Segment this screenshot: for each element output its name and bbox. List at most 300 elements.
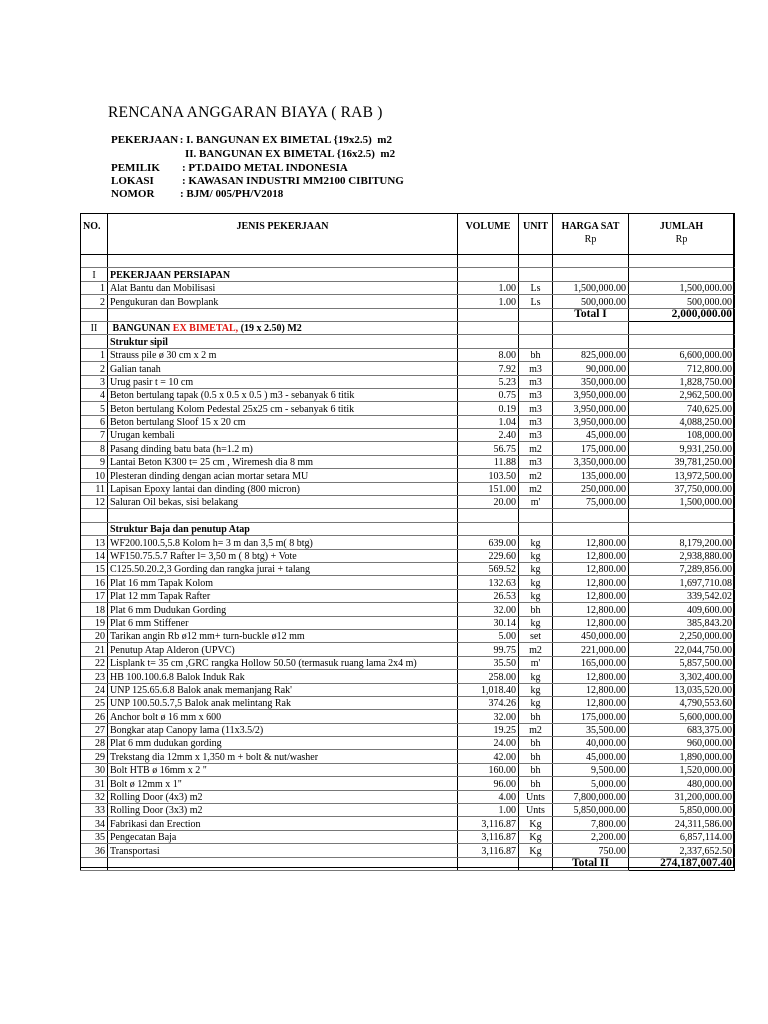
cell-no: 33 — [81, 804, 108, 817]
header-jumlah-label: JUMLAH — [659, 221, 704, 232]
cell-no: 34 — [81, 817, 108, 830]
cell-volume: 0.75 — [458, 388, 519, 401]
cell-jenis: WF150.75.5.7 Rafter l= 3,50 m ( 8 btg) + Vote — [108, 549, 458, 562]
cell-unit: set — [519, 629, 553, 642]
table-row — [81, 603, 735, 616]
cell-jumlah: 39,781,250.00 — [629, 455, 735, 468]
cell-no: 22 — [81, 656, 108, 669]
cell-jenis: Lapisan Epoxy lantai dan dinding (800 micron) — [108, 482, 458, 495]
cell-no: 12 — [81, 496, 108, 509]
cell-volume: 639.00 — [458, 536, 519, 549]
cell-volume: 0.19 — [458, 402, 519, 415]
cell-jenis: Urug pasir t = 10 cm — [108, 375, 458, 388]
cell-jumlah: 13,972,500.00 — [629, 469, 735, 482]
cell-jenis: Rolling Door (3x3) m2 — [108, 804, 458, 817]
cell-volume: 42.00 — [458, 750, 519, 763]
cell-jumlah: 13,035,520.00 — [629, 683, 735, 696]
cell-unit: kg — [519, 683, 553, 696]
table-row — [81, 683, 735, 696]
table-row — [81, 817, 735, 830]
header-harga — [553, 214, 629, 255]
cell-unit: bh — [519, 750, 553, 763]
cell-harga: 12,800.00 — [553, 603, 629, 616]
cell-volume: 35.50 — [458, 656, 519, 669]
cell-jenis: Lantai Beton K300 t= 25 cm , Wiremesh dia 8 mm — [108, 455, 458, 468]
table-row — [81, 790, 735, 803]
pekerjaan-value-2: II. BANGUNAN EX BIMETAL {16x2.5) m2 — [185, 148, 396, 160]
cell-volume: 32.00 — [458, 603, 519, 616]
cell-volume: 5.23 — [458, 375, 519, 388]
total-amount: 2,000,000.00 — [629, 308, 735, 321]
cell-volume: 3,116.87 — [458, 830, 519, 843]
cell-harga: 75,000.00 — [553, 496, 629, 509]
cell-jumlah: 3,302,400.00 — [629, 670, 735, 683]
cell-volume: 19.25 — [458, 723, 519, 736]
cell-volume: 56.75 — [458, 442, 519, 455]
cell-jumlah: 2,337,652.50 — [629, 844, 735, 857]
cell-unit: bh — [519, 348, 553, 361]
cell-jumlah: 2,250,000.00 — [629, 629, 735, 642]
cell-harga: 45,000.00 — [553, 429, 629, 442]
cell-harga: 45,000.00 — [553, 750, 629, 763]
header-harga-label: HARGA SAT — [561, 221, 620, 232]
cell-jenis: Saluran Oil bekas, sisi belakang — [108, 496, 458, 509]
pekerjaan-value-1: : I. BANGUNAN EX BIMETAL {19x2.5) m2 — [179, 134, 392, 146]
table-row — [81, 402, 735, 415]
cell-unit: bh — [519, 777, 553, 790]
cell-no: 29 — [81, 750, 108, 763]
cell-jumlah: 683,375.00 — [629, 723, 735, 736]
cell-jenis: Galian tanah — [108, 362, 458, 375]
spacer-row — [81, 255, 735, 268]
cell-no: 21 — [81, 643, 108, 656]
cell-no: 19 — [81, 616, 108, 629]
cell-unit: m3 — [519, 362, 553, 375]
cell-jenis: Anchor bolt ø 16 mm x 600 — [108, 710, 458, 723]
cell-jenis: Bongkar atap Canopy lama (11x3.5/2) — [108, 723, 458, 736]
cell-unit: kg — [519, 549, 553, 562]
table-row — [81, 763, 735, 776]
cell-jenis: Urugan kembali — [108, 429, 458, 442]
total1-block — [81, 308, 735, 348]
cell-jenis: Plat 12 mm Tapak Rafter — [108, 589, 458, 602]
table-row — [81, 723, 735, 736]
cell-no: 8 — [81, 442, 108, 455]
pekerjaan-line-1 — [111, 134, 392, 146]
cell-unit: m3 — [519, 429, 553, 442]
cell-unit: m2 — [519, 442, 553, 455]
cell-unit: m3 — [519, 455, 553, 468]
pemilik-label: PEMILIK — [111, 162, 160, 174]
cell-jumlah: 480,000.00 — [629, 777, 735, 790]
subsection-row-sipil — [81, 335, 735, 348]
cell-no: 16 — [81, 576, 108, 589]
section-title-red: EX BIMETAL, — [172, 323, 239, 335]
cell-harga: 750.00 — [553, 844, 629, 857]
lokasi-value: : KAWASAN INDUSTRI MM2100 CIBITUNG — [182, 175, 404, 187]
cell-jenis: Bolt ø 12mm x 1" — [108, 777, 458, 790]
header-jumlah — [629, 214, 735, 255]
table-row — [81, 388, 735, 401]
cell-no: 13 — [81, 536, 108, 549]
table-body — [81, 255, 735, 282]
rab-table — [80, 213, 735, 871]
cell-volume: 1.00 — [458, 295, 519, 308]
cell-volume: 11.88 — [458, 455, 519, 468]
subsection-row-baja — [81, 522, 735, 535]
cell-volume: 20.00 — [458, 496, 519, 509]
section-row-1 — [81, 268, 735, 281]
cell-no: 31 — [81, 777, 108, 790]
cell-unit: kg — [519, 670, 553, 683]
cell-volume: 5.00 — [458, 629, 519, 642]
cell-jenis: Beton bertulang Sloof 15 x 20 cm — [108, 415, 458, 428]
cell-unit: kg — [519, 616, 553, 629]
cell-no: 9 — [81, 455, 108, 468]
cell-harga: 12,800.00 — [553, 670, 629, 683]
header-jumlah-sub: Rp — [675, 234, 688, 245]
table-row — [81, 777, 735, 790]
cell-jenis: WF200.100.5,5.8 Kolom h= 3 m dan 3,5 m( 8 btg) — [108, 536, 458, 549]
total-row-2 — [81, 857, 735, 870]
cell-harga: 40,000.00 — [553, 737, 629, 750]
table-row — [81, 710, 735, 723]
cell-jumlah: 9,931,250.00 — [629, 442, 735, 455]
header-harga-sub: Rp — [584, 234, 597, 245]
cell-volume: 103.50 — [458, 469, 519, 482]
cell-jenis: Beton bertulang tapak (0.5 x 0.5 x 0.5 ) m3 - sebanyak 6 titik — [108, 388, 458, 401]
table-row — [81, 348, 735, 361]
cell-no: 28 — [81, 737, 108, 750]
cell-volume: 3,116.87 — [458, 844, 519, 857]
cell-jumlah: 31,200,000.00 — [629, 790, 735, 803]
cell-jenis: Penutup Atap Alderon (UPVC) — [108, 643, 458, 656]
cell-volume: 258.00 — [458, 670, 519, 683]
cell-unit: Unts — [519, 790, 553, 803]
cell-no: 27 — [81, 723, 108, 736]
cell-jumlah: 1,697,710.08 — [629, 576, 735, 589]
table-row — [81, 656, 735, 669]
header-jenis: JENIS PEKERJAAN — [108, 214, 458, 255]
cell-jenis: UNP 125.65.6.8 Balok anak memanjang Rak' — [108, 683, 458, 696]
cell-harga: 250,000.00 — [553, 482, 629, 495]
nomor-value: : BJM/ 005/PH/V2018 — [180, 188, 284, 200]
cell-harga: 12,800.00 — [553, 576, 629, 589]
section1-rows — [81, 281, 735, 308]
cell-jumlah: 4,790,553.60 — [629, 696, 735, 709]
cell-unit: Kg — [519, 844, 553, 857]
section-title — [108, 321, 458, 334]
cell-jumlah: 500,000.00 — [629, 295, 735, 308]
cell-harga: 3,950,000.00 — [553, 388, 629, 401]
cell-volume: 4.00 — [458, 790, 519, 803]
cell-jumlah: 22,044,750.00 — [629, 643, 735, 656]
cell-no: 15 — [81, 562, 108, 575]
cell-unit: Unts — [519, 804, 553, 817]
total2-block — [81, 857, 735, 870]
cell-jumlah: 2,962,500.00 — [629, 388, 735, 401]
section-no: II — [81, 321, 108, 334]
lokasi-line — [111, 175, 404, 187]
cell-unit: kg — [519, 536, 553, 549]
cell-volume: 2.40 — [458, 429, 519, 442]
cell-volume: 8.00 — [458, 348, 519, 361]
cell-no: 32 — [81, 790, 108, 803]
cell-no: 26 — [81, 710, 108, 723]
cell-no: 10 — [81, 469, 108, 482]
cell-jumlah: 960,000.00 — [629, 737, 735, 750]
total-amount: 274,187,007.40 — [629, 857, 735, 870]
cell-volume: 569.52 — [458, 562, 519, 575]
cell-unit: m3 — [519, 415, 553, 428]
cell-jumlah: 24,311,586.00 — [629, 817, 735, 830]
cell-no: 7 — [81, 429, 108, 442]
cell-jumlah: 5,857,500.00 — [629, 656, 735, 669]
cell-no: 25 — [81, 696, 108, 709]
cell-harga: 3,350,000.00 — [553, 455, 629, 468]
table-row — [81, 643, 735, 656]
cell-jenis: Trekstang dia 12mm x 1,350 m + bolt & nut/washer — [108, 750, 458, 763]
cell-harga: 3,950,000.00 — [553, 415, 629, 428]
cell-no: 5 — [81, 402, 108, 415]
table-row — [81, 496, 735, 509]
cell-harga: 5,850,000.00 — [553, 804, 629, 817]
cell-jenis: Plat 6 mm Dudukan Gording — [108, 603, 458, 616]
nomor-line — [111, 188, 283, 200]
cell-jenis: Pengecatan Baja — [108, 830, 458, 843]
baja-rows — [81, 536, 735, 857]
cell-jenis: HB 100.100.6.8 Balok Induk Rak — [108, 670, 458, 683]
cell-unit: m' — [519, 656, 553, 669]
cell-jumlah: 6,857,114.00 — [629, 830, 735, 843]
cell-jumlah: 5,600,000.00 — [629, 710, 735, 723]
subsection-title: Struktur Baja dan penutup Atap — [108, 522, 458, 535]
cell-unit: m3 — [519, 402, 553, 415]
cell-jenis: Strauss pile ø 30 cm x 2 m — [108, 348, 458, 361]
cell-unit: m2 — [519, 482, 553, 495]
cell-unit: m2 — [519, 469, 553, 482]
cell-no: 24 — [81, 683, 108, 696]
cell-no: 35 — [81, 830, 108, 843]
cell-jenis: Beton bertulang Kolom Pedestal 25x25 cm - sebanyak 6 titik — [108, 402, 458, 415]
cell-jumlah: 1,890,000.00 — [629, 750, 735, 763]
cell-no: 17 — [81, 589, 108, 602]
cell-harga: 2,200.00 — [553, 830, 629, 843]
cell-no: 1 — [81, 348, 108, 361]
cell-volume: 160.00 — [458, 763, 519, 776]
cell-harga: 135,000.00 — [553, 469, 629, 482]
table-row — [81, 362, 735, 375]
cell-no: 36 — [81, 844, 108, 857]
cell-harga: 165,000.00 — [553, 656, 629, 669]
baja-header-block — [81, 509, 735, 536]
cell-harga: 7,800,000.00 — [553, 790, 629, 803]
table-row — [81, 562, 735, 575]
cell-harga: 90,000.00 — [553, 362, 629, 375]
cell-volume: 24.00 — [458, 737, 519, 750]
cell-harga: 1,500,000.00 — [553, 281, 629, 294]
cell-jumlah: 8,179,200.00 — [629, 536, 735, 549]
table-row — [81, 830, 735, 843]
table-row — [81, 670, 735, 683]
cell-jenis: Plat 16 mm Tapak Kolom — [108, 576, 458, 589]
cell-jumlah: 409,600.00 — [629, 603, 735, 616]
cell-no: 30 — [81, 763, 108, 776]
cell-volume: 32.00 — [458, 710, 519, 723]
cell-jumlah: 4,088,250.00 — [629, 415, 735, 428]
cell-volume: 1.04 — [458, 415, 519, 428]
cell-harga: 175,000.00 — [553, 442, 629, 455]
table-row — [81, 696, 735, 709]
cell-jenis: Plesteran dinding dengan acian mortar setara MU — [108, 469, 458, 482]
cell-unit: Ls — [519, 281, 553, 294]
pemilik-value: : PT.DAIDO METAL INDONESIA — [182, 162, 348, 174]
cell-unit: bh — [519, 710, 553, 723]
table-row — [81, 415, 735, 428]
cell-jenis: Tarikan angin Rb ø12 mm+ turn-buckle ø12 mm — [108, 629, 458, 642]
cell-harga: 450,000.00 — [553, 629, 629, 642]
section-row-2 — [81, 321, 735, 334]
cell-no: 14 — [81, 549, 108, 562]
table-row — [81, 469, 735, 482]
cell-jumlah: 37,750,000.00 — [629, 482, 735, 495]
sipil-rows — [81, 348, 735, 509]
cell-volume: 229.60 — [458, 549, 519, 562]
cell-harga: 12,800.00 — [553, 549, 629, 562]
spacer-row — [81, 509, 735, 522]
cell-unit: kg — [519, 576, 553, 589]
cell-jenis: C125.50.20.2,3 Gording dan rangka jurai + talang — [108, 562, 458, 575]
cell-jumlah: 339,542.02 — [629, 589, 735, 602]
cell-jumlah: 2,938,880.00 — [629, 549, 735, 562]
table-row — [81, 616, 735, 629]
pemilik-line — [111, 162, 348, 174]
cell-unit: Ls — [519, 295, 553, 308]
cell-harga: 825,000.00 — [553, 348, 629, 361]
cell-volume: 132.63 — [458, 576, 519, 589]
lokasi-label: LOKASI — [111, 175, 154, 187]
cell-jumlah: 712,800.00 — [629, 362, 735, 375]
header-no: NO. — [81, 214, 108, 255]
cell-jenis: Transportasi — [108, 844, 458, 857]
table-row — [81, 442, 735, 455]
cell-unit: bh — [519, 737, 553, 750]
cell-no: 2 — [81, 295, 108, 308]
cell-jenis: Alat Bantu dan Mobilisasi — [108, 281, 458, 294]
cell-unit: Kg — [519, 817, 553, 830]
cell-jumlah: 1,520,000.00 — [629, 763, 735, 776]
cell-harga: 7,800.00 — [553, 817, 629, 830]
cell-jumlah: 1,500,000.00 — [629, 496, 735, 509]
cell-jenis: Pengukuran dan Bowplank — [108, 295, 458, 308]
total-label: Total I — [553, 308, 629, 321]
cell-jumlah: 1,500,000.00 — [629, 281, 735, 294]
cell-unit: bh — [519, 603, 553, 616]
document-title: RENCANA ANGGARAN BIAYA ( RAB ) — [108, 104, 383, 121]
cell-jumlah: 108,000.00 — [629, 429, 735, 442]
cell-unit: m2 — [519, 723, 553, 736]
header-volume: VOLUME — [458, 214, 519, 255]
cell-harga: 500,000.00 — [553, 295, 629, 308]
cell-harga: 3,950,000.00 — [553, 402, 629, 415]
cell-unit: bh — [519, 763, 553, 776]
cell-no: 18 — [81, 603, 108, 616]
cell-jenis: Bolt HTB ø 16mm x 2 " — [108, 763, 458, 776]
table-row — [81, 429, 735, 442]
cell-jenis: Lisplank t= 35 cm ,GRC rangka Hollow 50.50 (termasuk ruang lama 2x4 m) — [108, 656, 458, 669]
cell-harga: 350,000.00 — [553, 375, 629, 388]
cell-no: 6 — [81, 415, 108, 428]
cell-no: 23 — [81, 670, 108, 683]
cell-jumlah: 5,850,000.00 — [629, 804, 735, 817]
cell-volume: 26.53 — [458, 589, 519, 602]
cell-unit: kg — [519, 696, 553, 709]
table-row — [81, 536, 735, 549]
table-row — [81, 295, 735, 308]
table-row — [81, 844, 735, 857]
cell-volume: 1,018.40 — [458, 683, 519, 696]
cell-unit: m2 — [519, 643, 553, 656]
section-no: I — [81, 268, 108, 281]
total-label: Total II — [553, 857, 629, 870]
cell-jumlah: 740,625.00 — [629, 402, 735, 415]
cell-unit: kg — [519, 562, 553, 575]
cell-jumlah: 385,843.20 — [629, 616, 735, 629]
cell-no: 1 — [81, 281, 108, 294]
section-title-pre: BANGUNAN — [112, 323, 173, 335]
cell-no: 2 — [81, 362, 108, 375]
cell-harga: 12,800.00 — [553, 683, 629, 696]
table-row — [81, 750, 735, 763]
cell-jenis: Fabrikasi dan Erection — [108, 817, 458, 830]
cell-harga: 221,000.00 — [553, 643, 629, 656]
cell-jenis: Rolling Door (4x3) m2 — [108, 790, 458, 803]
table-row — [81, 482, 735, 495]
table-row — [81, 455, 735, 468]
cell-volume: 99.75 — [458, 643, 519, 656]
cell-volume: 3,116.87 — [458, 817, 519, 830]
table-row — [81, 589, 735, 602]
cell-no: 3 — [81, 375, 108, 388]
cell-no: 20 — [81, 629, 108, 642]
cell-volume: 374.26 — [458, 696, 519, 709]
cell-volume: 30.14 — [458, 616, 519, 629]
table-row — [81, 629, 735, 642]
cell-no: 11 — [81, 482, 108, 495]
cell-harga: 12,800.00 — [553, 616, 629, 629]
cell-volume: 1.00 — [458, 804, 519, 817]
pekerjaan-label: PEKERJAAN — [111, 134, 179, 146]
cell-jumlah: 7,289,856.00 — [629, 562, 735, 575]
cell-harga: 35,500.00 — [553, 723, 629, 736]
cell-harga: 12,800.00 — [553, 589, 629, 602]
table-row — [81, 576, 735, 589]
cell-harga: 5,000.00 — [553, 777, 629, 790]
cell-harga: 12,800.00 — [553, 536, 629, 549]
cell-unit: m3 — [519, 388, 553, 401]
table-row — [81, 804, 735, 817]
table-row — [81, 375, 735, 388]
cell-volume: 1.00 — [458, 281, 519, 294]
cell-unit: m3 — [519, 375, 553, 388]
cell-unit: kg — [519, 589, 553, 602]
table-row — [81, 281, 735, 294]
subsection-title: Struktur sipil — [108, 335, 458, 348]
cell-harga: 12,800.00 — [553, 696, 629, 709]
cell-jumlah: 1,828,750.00 — [629, 375, 735, 388]
cell-no: 4 — [81, 388, 108, 401]
section-title-post: (19 x 2.50) M2 — [238, 323, 302, 335]
